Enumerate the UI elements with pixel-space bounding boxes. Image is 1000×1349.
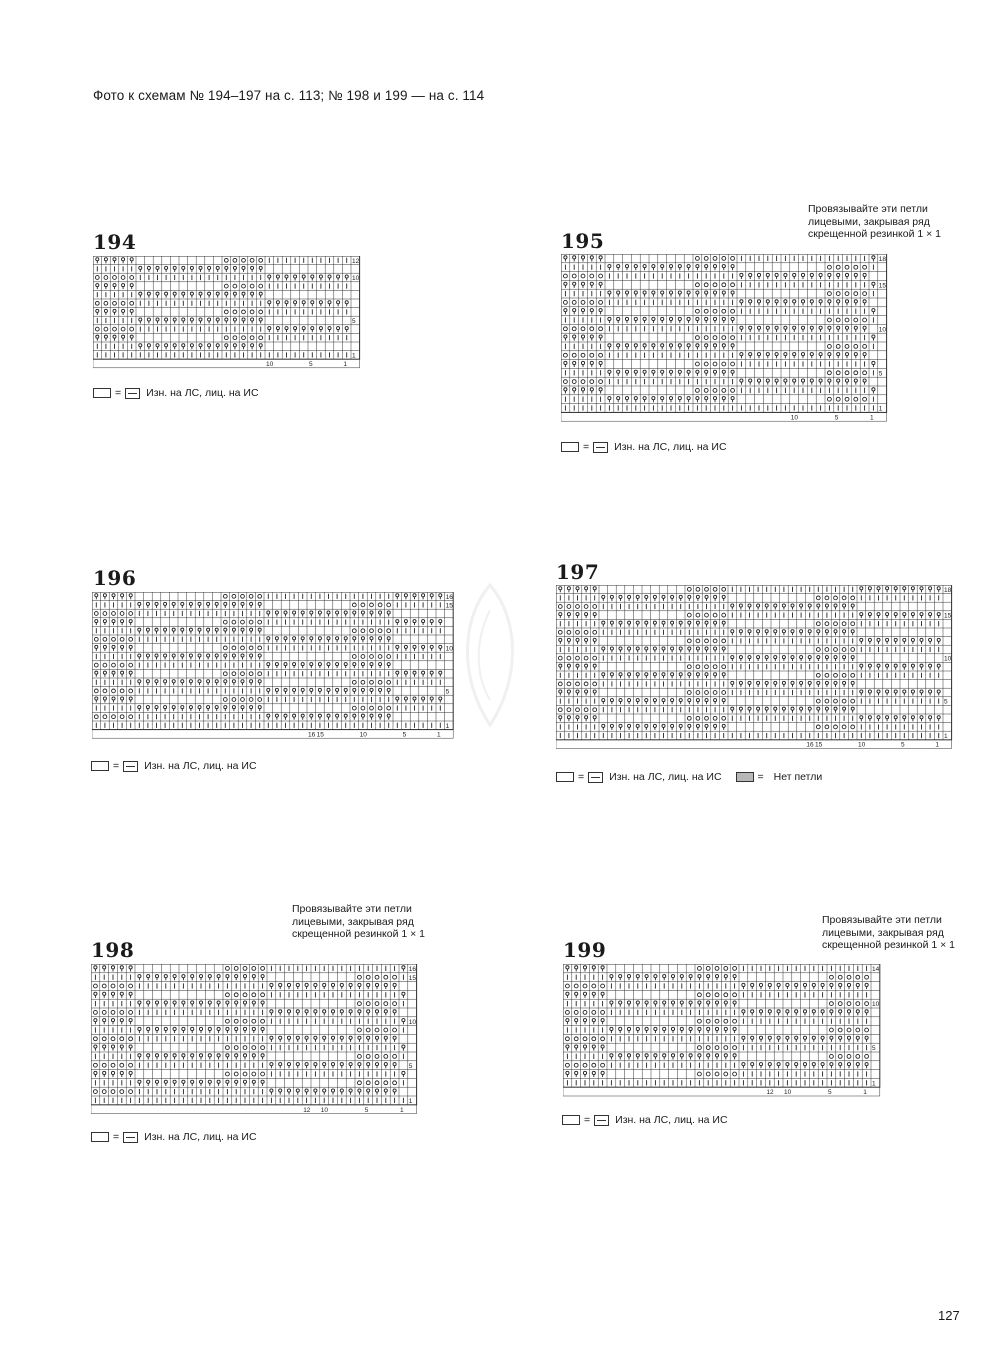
purl-dash-icon — [588, 772, 603, 783]
column-label: 1 — [400, 1106, 404, 1114]
row-label: 1 — [445, 722, 450, 730]
legend-equals: = — [583, 441, 590, 453]
purl-dash-icon — [593, 442, 608, 453]
chart-number-198: 198 — [91, 938, 135, 962]
column-label: 16 — [806, 741, 814, 749]
column-label: 12 — [766, 1089, 774, 1097]
column-label: 10 — [359, 731, 367, 739]
legend-196 — [91, 760, 257, 772]
column-label: 5 — [402, 731, 407, 739]
column-label: 10 — [790, 414, 799, 422]
row-label: 15 — [445, 602, 453, 610]
row-label: 5 — [944, 698, 948, 706]
legend-equals: = — [115, 387, 122, 399]
row-label: 1 — [408, 1098, 413, 1106]
purl-dash-icon — [594, 1115, 609, 1126]
blank-cell-icon — [91, 761, 109, 771]
column-label: 12 — [303, 1106, 311, 1114]
column-label: 15 — [815, 741, 823, 749]
legend-text: Изн. на ЛС, лиц. на ИС — [615, 1114, 728, 1126]
legend-no-stitch-text: Нет петли — [773, 771, 823, 783]
note-198: Провязывайте эти петли лицевыми, закрывая ряд скрещенной резинкой 1 × 1 — [292, 903, 426, 940]
legend-text: Изн. на ЛС, лиц. на ИС — [609, 771, 722, 783]
legend-199 — [562, 1114, 728, 1126]
column-label: 5 — [828, 1089, 832, 1097]
column-label: 10 — [266, 361, 274, 369]
row-label: 12 — [352, 257, 360, 265]
column-label: 10 — [320, 1106, 329, 1114]
note-195: Провязывайте эти петли лицевыми, закрывая ряд скрещенной резинкой 1 × 1 — [808, 203, 942, 240]
row-label: 1 — [872, 1080, 876, 1088]
row-label: 15 — [878, 282, 887, 290]
legend-text: Изн. на ЛС, лиц. на ИС — [146, 387, 259, 399]
chart-grid-199 — [563, 964, 885, 1104]
chart-number-196: 196 — [93, 566, 137, 590]
chart-grid-195 — [561, 254, 891, 432]
column-label: 1 — [863, 1089, 867, 1097]
row-label: 18 — [878, 256, 887, 264]
legend-197 — [556, 771, 822, 783]
column-label: 5 — [364, 1106, 369, 1114]
row-label: 5 — [872, 1045, 876, 1053]
blank-cell-icon — [561, 442, 579, 452]
column-label: 15 — [316, 731, 324, 739]
row-label: 1 — [352, 352, 356, 360]
watermark-logo — [440, 580, 540, 730]
row-label: 10 — [944, 655, 952, 663]
chart-grid-198 — [91, 964, 423, 1120]
row-label: 10 — [352, 275, 360, 283]
row-label: 5 — [352, 318, 356, 326]
legend-equals: = — [113, 760, 120, 772]
legend-text: Изн. на ЛС, лиц. на ИС — [144, 1131, 257, 1143]
purl-dash-icon — [125, 388, 140, 399]
column-label: 1 — [343, 361, 348, 369]
chart-number-194: 194 — [93, 230, 137, 254]
blank-cell-icon — [556, 772, 574, 782]
chart-number-195: 195 — [561, 229, 605, 253]
chart-grid-194 — [93, 256, 363, 378]
legend-195 — [561, 441, 727, 453]
blank-cell-icon — [93, 388, 111, 398]
blank-cell-icon — [91, 1132, 109, 1142]
row-label: 10 — [408, 1018, 417, 1026]
note-199: Провязывайте эти петли лицевыми, закрывая ряд скрещенной резинкой 1 × 1 — [822, 914, 956, 951]
legend-equals: = — [584, 1114, 591, 1126]
column-label: 16 — [308, 731, 316, 739]
row-label: 10 — [878, 326, 887, 334]
legend-equals: = — [578, 771, 585, 783]
row-label: 16 — [408, 966, 417, 974]
legend-198 — [91, 1131, 257, 1143]
row-label: 5 — [878, 370, 883, 378]
row-label: 14 — [872, 966, 880, 974]
column-label: 5 — [834, 414, 839, 422]
blank-cell-icon — [562, 1115, 580, 1125]
legend-text: Изн. на ЛС, лиц. на ИС — [614, 441, 727, 453]
column-label: 1 — [870, 414, 874, 422]
legend-text: Изн. на ЛС, лиц. на ИС — [144, 760, 257, 772]
row-label: 1 — [878, 405, 883, 413]
row-label: 10 — [445, 645, 453, 653]
row-label: 5 — [408, 1062, 413, 1070]
chart-number-199: 199 — [563, 938, 607, 962]
row-label: 18 — [944, 586, 952, 594]
purl-dash-icon — [123, 1132, 138, 1143]
column-label: 5 — [309, 361, 313, 369]
legend-194 — [93, 387, 259, 399]
page-header: Фото к схемам № 194–197 на с. 113; № 198 и 199 — на с. 114 — [93, 88, 485, 103]
chart-number-197: 197 — [556, 560, 600, 584]
no-stitch-cell-icon — [736, 772, 754, 782]
column-label: 5 — [901, 741, 905, 749]
row-label: 5 — [445, 688, 450, 696]
column-label: 1 — [935, 741, 940, 749]
column-label: 10 — [858, 741, 866, 749]
row-label: 15 — [944, 612, 952, 620]
legend-equals: = — [113, 1131, 120, 1143]
page-number: 127 — [938, 1308, 960, 1323]
row-label: 15 — [408, 974, 417, 982]
purl-dash-icon — [123, 761, 138, 772]
column-label: 1 — [437, 731, 441, 739]
chart-grid-197 — [556, 585, 958, 763]
column-label: 10 — [784, 1089, 792, 1097]
row-label: 10 — [872, 1001, 880, 1009]
chart-grid-196 — [92, 592, 458, 748]
row-label: 16 — [445, 593, 453, 601]
legend-equals: = — [757, 771, 764, 783]
row-label: 1 — [944, 733, 948, 741]
